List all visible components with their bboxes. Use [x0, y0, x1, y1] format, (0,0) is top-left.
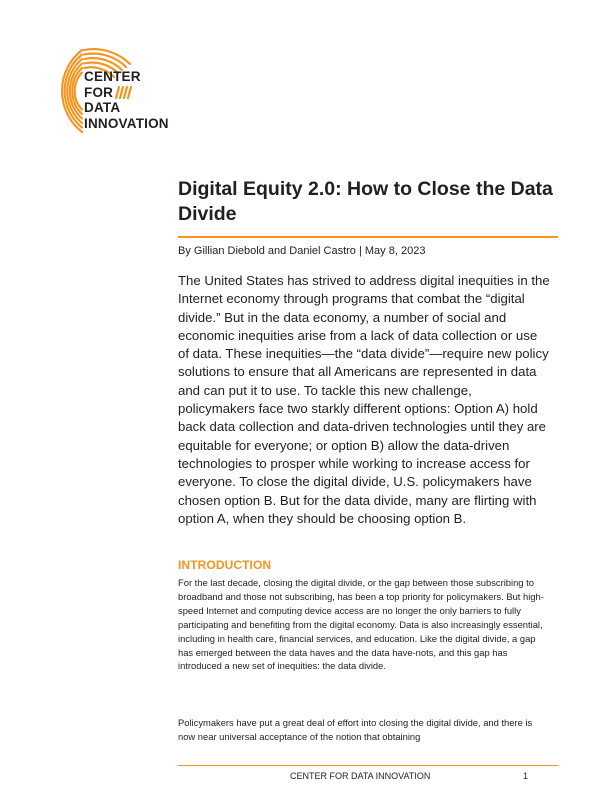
logo-line: CENTER — [84, 69, 141, 84]
organization-logo — [48, 40, 188, 140]
logo-line: INNOVATION — [84, 115, 169, 131]
section-heading: INTRODUCTION — [178, 558, 272, 572]
title-divider — [178, 236, 558, 238]
footer-divider — [178, 765, 558, 766]
footer-organization: CENTER FOR DATA INNOVATION — [290, 771, 431, 781]
report-title: Digital Equity 2.0: How to Close the Data Divide — [178, 178, 553, 225]
body-paragraph: Policymakers have put a great deal of effort into closing the digital divide, and there is now near universal acceptance of the notion that obtaining — [178, 717, 533, 742]
page-number: 1 — [523, 771, 529, 781]
byline: By Gillian Diebold and Daniel Castro | May 8, 2023 — [178, 245, 426, 257]
logo-line: DATA — [84, 100, 121, 115]
body-paragraph: For the last decade, closing the digital divide, or the gap between those subscribing to broadband and those not subscribing, has been a top priority for policymakers. But high-speed Internet and computing device access are no longer the only barriers to fully participating and benefiting from the digital economy. Data is also increasingly essential, including in health care, financial services, and education. Like the digital divide, a gap has emerged between the data haves and the data have-nots, and this gap has introduced a new set of inequities: the data divide. — [178, 577, 544, 672]
summary-paragraph: The United States has strived to address digital inequities in the Internet economy through programs that combat the “digital divide.” But in the data economy, a number of social and economic inequities arise from a lack of data collection or use of data. These inequities—the “data divide”—require new policy solutions to ensure that all Americans are represented in data and can put it to use. To tackle this new challenge, policymakers face two starkly different options: Option A) hold back data collection and data-driven technologies until they are equitable for everyone; or option B) allow the data-driven technologies to prosper while working to increase access for everyone. To close the digital divide, U.S. policymakers have chosen option B. But for the data divide, many are flirting with option A, when they should be choosing option B. — [178, 273, 550, 526]
logo-wordmark — [84, 69, 169, 131]
logo-line: FOR — [84, 84, 114, 100]
